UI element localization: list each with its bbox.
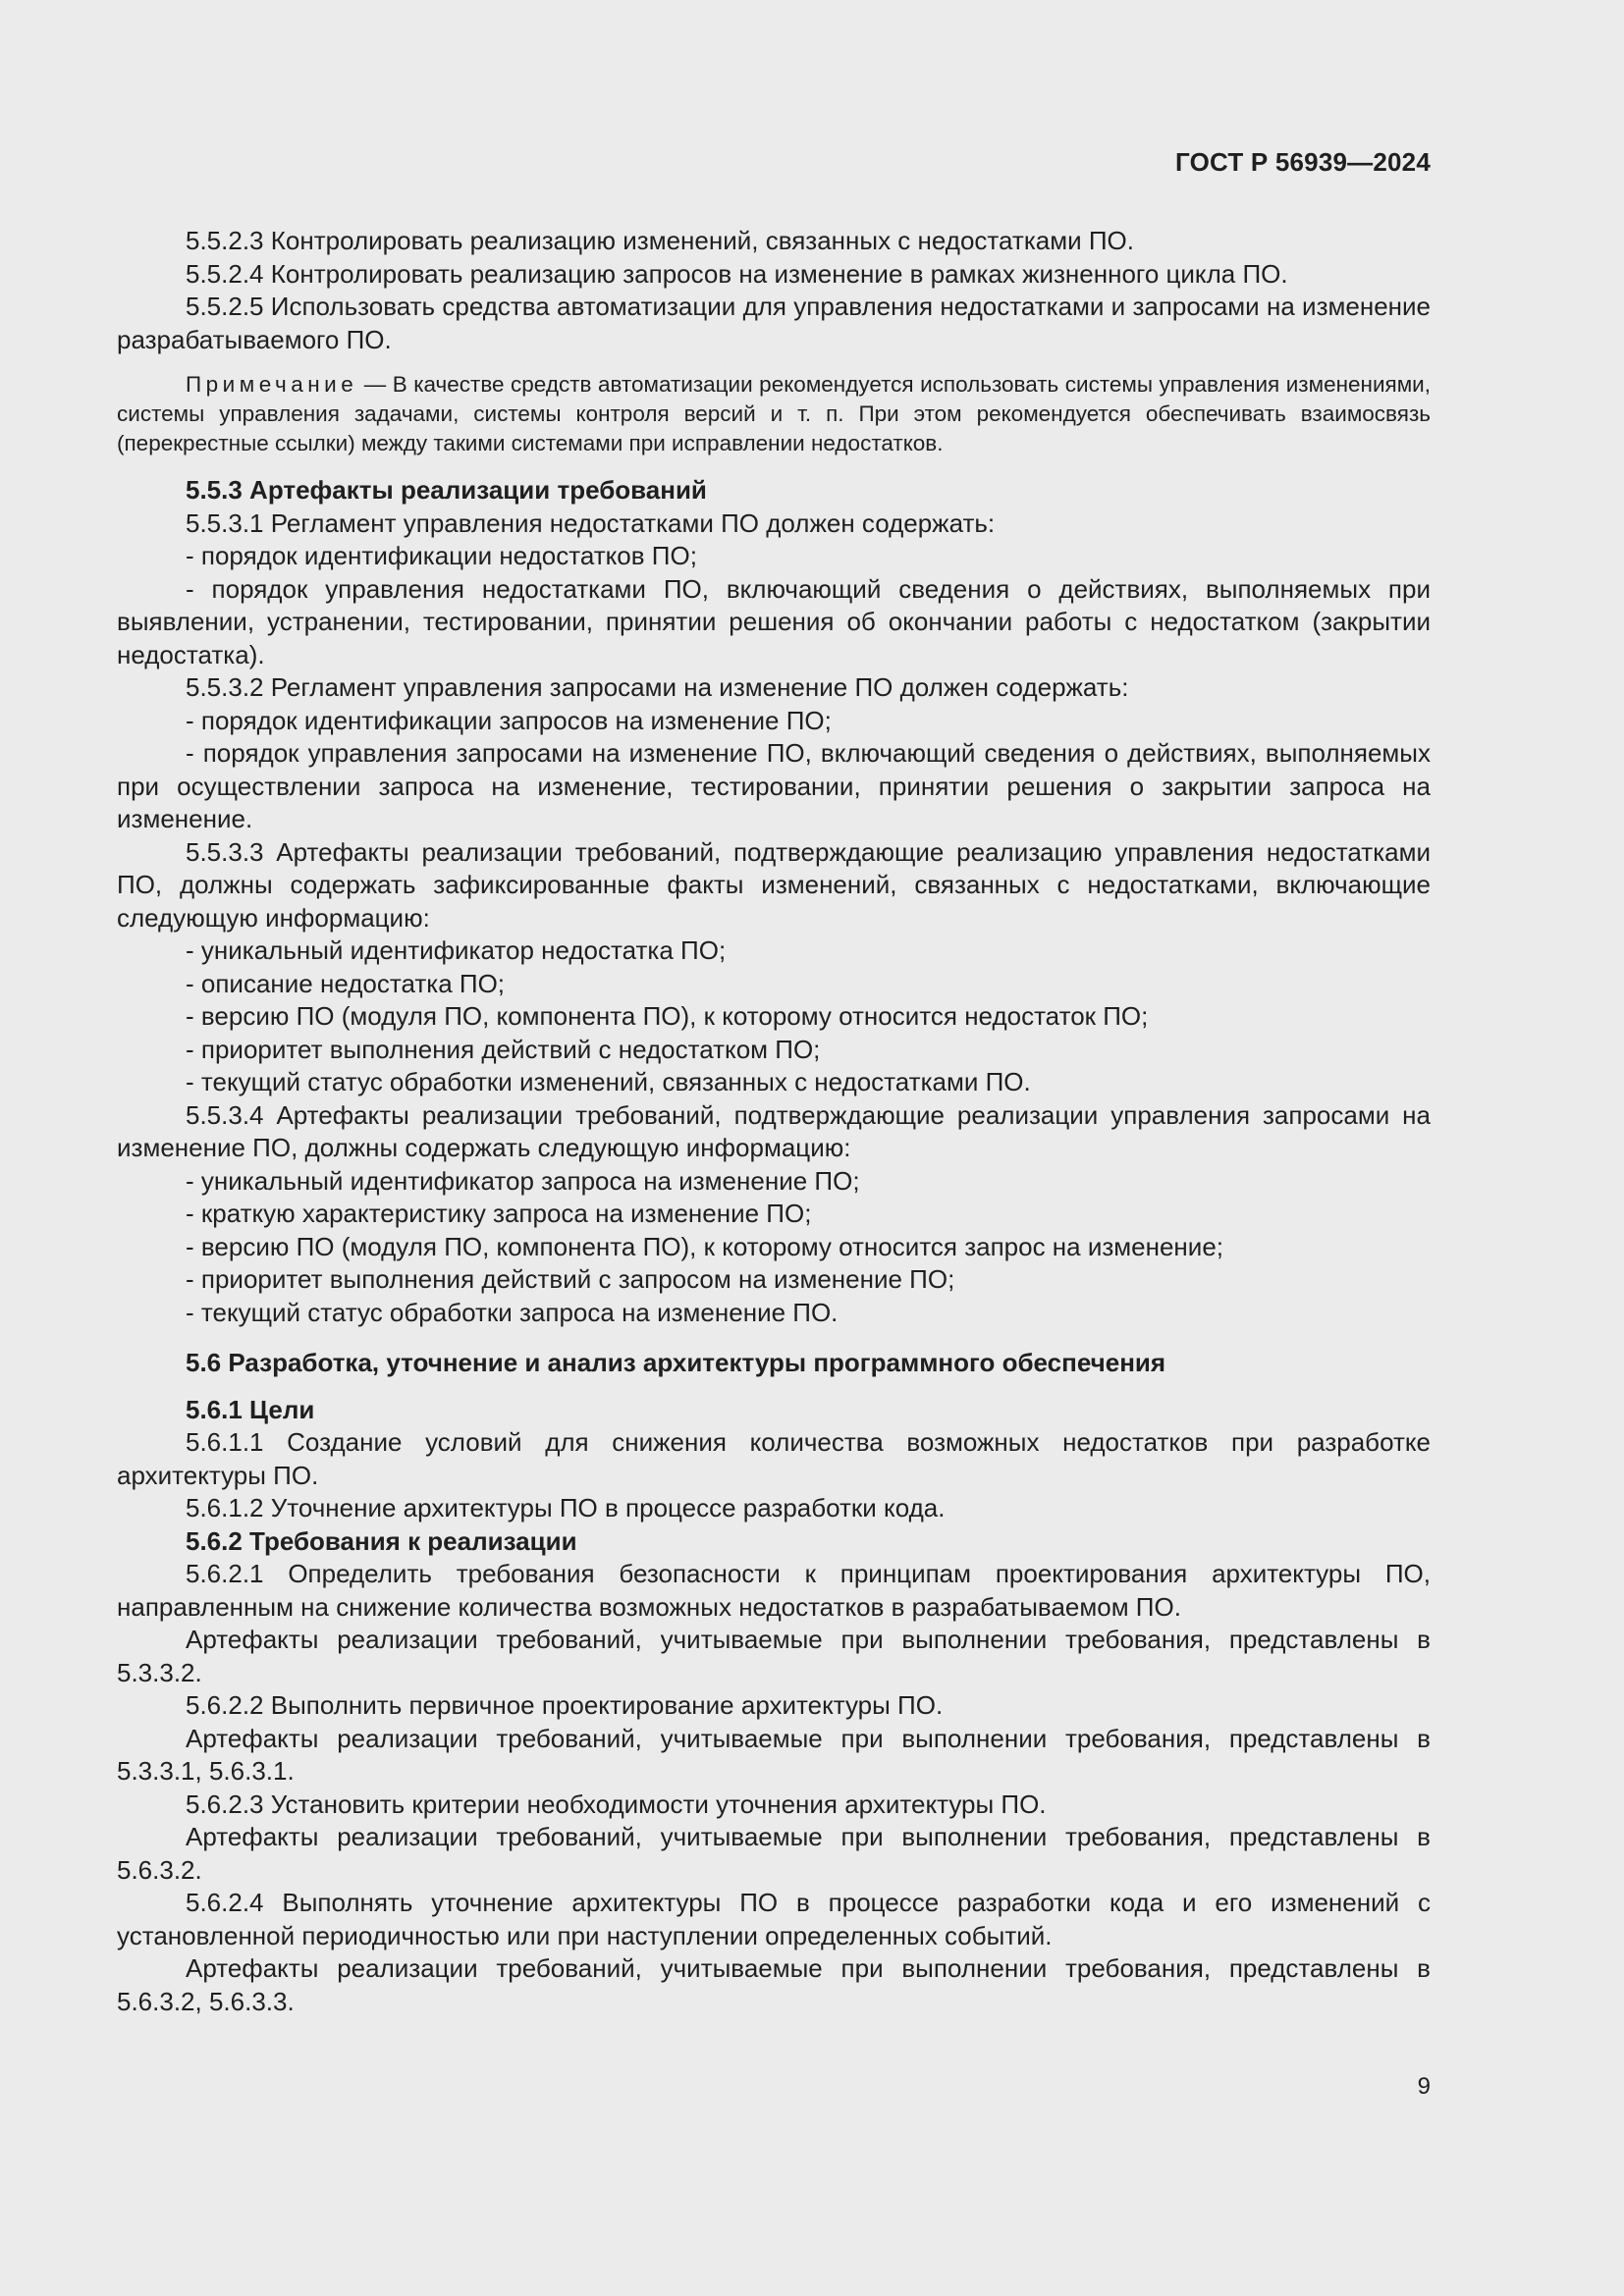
list-item: - порядок идентификации недостатков ПО; (186, 541, 697, 570)
list-item: - версию ПО (модуля ПО, компонента ПО), к которому относится запрос на изменение; (186, 1231, 1223, 1261)
note-label: Примечание (186, 372, 358, 397)
paragraph-5-5-3-4: 5.5.3.4 Артефакты реализации требований, подтверждающие реализации управления запросами на изменение ПО, должны содержать следующую информацию: (117, 1099, 1431, 1162)
paragraph-5-5-2-3: 5.5.2.3 Контролировать реализацию изменений, связанных с недостатками ПО. (186, 226, 1134, 255)
page-number: 9 (1417, 2073, 1431, 2100)
document-header: ГОСТ Р 56939—2024 (1175, 147, 1431, 177)
paragraph-5-5-2-4: 5.5.2.4 Контролировать реализацию запросов на изменение в рамках жизненного цикла ПО. (186, 258, 1288, 289)
note-block (117, 370, 1431, 458)
paragraph-5-6-2-3: 5.6.2.3 Установить критерии необходимости уточнения архитектуры ПО. (186, 1789, 1047, 1819)
list-item: - описание недостатка ПО; (186, 968, 506, 998)
artifacts-paragraph: Артефакты реализации требований, учитываемые при выполнении требования, представлены в 5.3.3.1, 5.6.3.1. (117, 1723, 1431, 1786)
paragraph-5-6-2-4: 5.6.2.4 Выполнять уточнение архитектуры ПО в процессе разработки кода и его изменений с установленной периодичностью или при наступлении определенных событий. (117, 1888, 1431, 1950)
list-item: - краткую характеристику запроса на изменение ПО; (186, 1199, 812, 1228)
heading-5-6: 5.6 Разработка, уточнение и анализ архитектуры программного обеспечения (186, 1348, 1166, 1377)
paragraph-5-6-2-2: 5.6.2.2 Выполнить первичное проектирование архитектуры ПО. (186, 1690, 944, 1720)
paragraph-5-5-2-5: 5.5.2.5 Использовать средства автоматизации для управления недостатками и запросами на изменение разрабатываемого ПО. (117, 292, 1431, 354)
list-item: - порядок идентификации запросов на изменение ПО; (186, 705, 832, 735)
heading-5-6-1: 5.6.1 Цели (186, 1394, 315, 1424)
paragraph-5-6-2-1: 5.6.2.1 Определить требования безопасности к принципам проектирования архитектуры ПО, направленным на снижение количества возможных недостатков в разрабатываемом ПО. (117, 1559, 1431, 1622)
paragraph-5-5-3-1: 5.5.3.1 Регламент управления недостатками ПО должен содержать: (186, 507, 996, 538)
artifacts-paragraph: Артефакты реализации требований, учитываемые при выполнении требования, представлены в 5.6.3.2. (117, 1822, 1431, 1885)
page-body (117, 225, 1431, 2018)
artifacts-paragraph: Артефакты реализации требований, учитываемые при выполнении требования, представлены в 5.6.3.2, 5.6.3.3. (117, 1953, 1431, 2016)
paragraph-5-6-1-2: 5.6.1.2 Уточнение архитектуры ПО в процессе разработки кода. (186, 1493, 946, 1522)
list-item: - версию ПО (модуля ПО, компонента ПО), к которому относится недостаток ПО; (186, 1001, 1149, 1031)
list-item: - текущий статус обработки запроса на изменение ПО. (186, 1297, 839, 1327)
artifacts-paragraph: Артефакты реализации требований, учитываемые при выполнении требования, представлены в 5.3.3.2. (117, 1625, 1431, 1687)
paragraph-5-5-3-2: 5.5.3.2 Регламент управления запросами на изменение ПО должен содержать: (186, 672, 1129, 702)
note-text: — В качестве средств автоматизации рекомендуется использовать системы управления изменениями, системы управления задачами, системы контроля версий и т. п. При этом рекомендуется обеспечивать взаимосвязь (перекрестные ссылки) между такими системами при исправлении недостатков. (117, 372, 1431, 455)
list-item: - порядок управления запросами на изменение ПО, включающий сведения о действиях, выполняемых при осуществлении запроса на изменение, тестировании, принятии решения о закрытии запроса на изменение. (117, 738, 1431, 833)
list-item: - текущий статус обработки изменений, связанных с недостатками ПО. (186, 1067, 1031, 1096)
list-item: - приоритет выполнения действий с запросом на изменение ПО; (186, 1264, 955, 1294)
list-item: - порядок управления недостатками ПО, включающий сведения о действиях, выполняемых при выявлении, устранении, тестировании, принятии решения об окончании работы с недостатком (закрытии недостатка). (117, 573, 1431, 669)
list-item: - уникальный идентификатор запроса на изменение ПО; (186, 1165, 860, 1196)
heading-5-5-3: 5.5.3 Артефакты реализации требований (186, 475, 707, 505)
paragraph-5-5-3-3: 5.5.3.3 Артефакты реализации требований, подтверждающие реализацию управления недостатками ПО, должны содержать зафиксированные факты изменений, связанных с недостатками, включающие следующую информацию: (117, 836, 1431, 933)
heading-5-6-2: 5.6.2 Требования к реализации (186, 1525, 577, 1556)
paragraph-5-6-1-1: 5.6.1.1 Создание условий для снижения количества возможных недостатков при разработке архитектуры ПО. (117, 1427, 1431, 1490)
list-item: - приоритет выполнения действий с недостатком ПО; (186, 1034, 821, 1064)
list-item: - уникальный идентификатор недостатка ПО; (186, 935, 727, 965)
